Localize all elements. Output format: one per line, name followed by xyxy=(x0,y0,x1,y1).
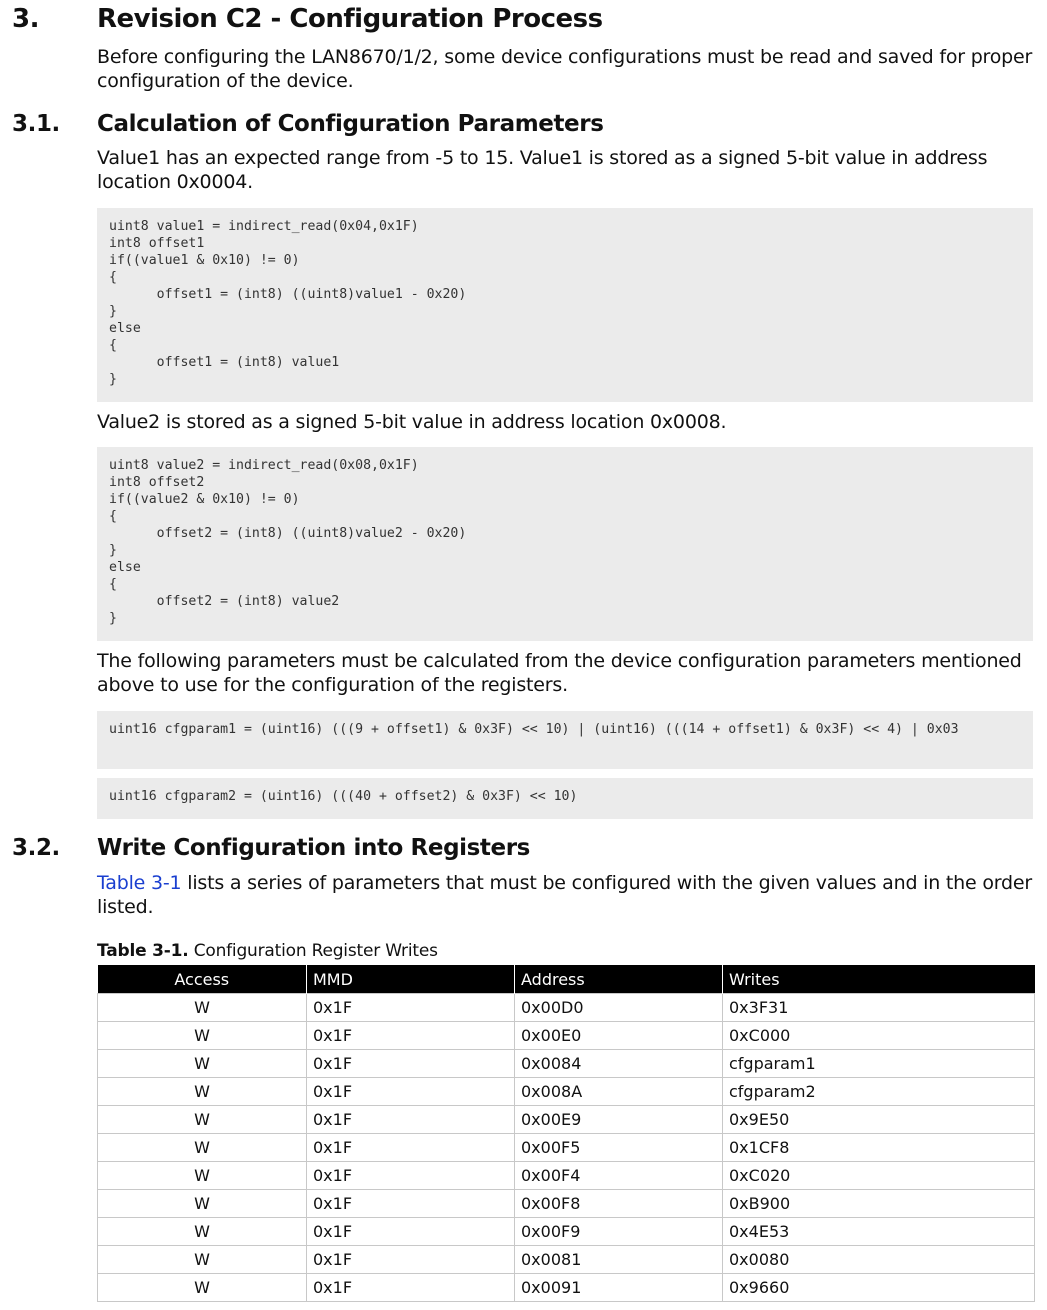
cell-address: 0x00F8 xyxy=(515,1190,723,1218)
cell-mmd: 0x1F xyxy=(307,1134,515,1162)
cell-mmd: 0x1F xyxy=(307,994,515,1022)
cell-address: 0x00E9 xyxy=(515,1106,723,1134)
table-row xyxy=(98,1106,1035,1134)
cell-mmd: 0x1F xyxy=(307,1246,515,1274)
cell-address: 0x0081 xyxy=(515,1246,723,1274)
cell-access: W xyxy=(98,1050,307,1078)
cell-mmd: 0x1F xyxy=(307,1078,515,1106)
table-row xyxy=(98,994,1035,1022)
table-3-1-link[interactable]: Table 3-1 xyxy=(97,872,182,894)
section-title: Revision C2 - Configuration Process xyxy=(97,4,603,34)
table-row xyxy=(98,1218,1035,1246)
cell-writes: 0x3F31 xyxy=(723,994,1035,1022)
cell-mmd: 0x1F xyxy=(307,1190,515,1218)
cell-writes: 0xC000 xyxy=(723,1022,1035,1050)
header-writes: Writes xyxy=(723,965,1035,994)
header-address: Address xyxy=(515,965,723,994)
cell-access: W xyxy=(98,1106,307,1134)
table-row xyxy=(98,1162,1035,1190)
code-block-cfgparam1: uint16 cfgparam1 = (uint16) (((9 + offset1) & 0x3F) << 10) | (uint16) (((14 + offset1) & 0x3F) << 4) | 0x03 xyxy=(97,711,1033,769)
cell-address: 0x00F5 xyxy=(515,1134,723,1162)
table-row xyxy=(98,1246,1035,1274)
cell-address: 0x0091 xyxy=(515,1274,723,1302)
table-header-row xyxy=(98,965,1035,994)
cell-writes: 0x9E50 xyxy=(723,1106,1035,1134)
cell-access: W xyxy=(98,994,307,1022)
header-mmd: MMD xyxy=(307,965,515,994)
header-access: Access xyxy=(98,965,307,994)
table-reference-text: lists a series of parameters that must be configured with the given values and in the order listed. xyxy=(97,872,1032,918)
table-row xyxy=(98,1190,1035,1218)
cell-access: W xyxy=(98,1134,307,1162)
cell-mmd: 0x1F xyxy=(307,1274,515,1302)
subsection-number: 3.2. xyxy=(12,835,60,861)
cell-writes: 0xC020 xyxy=(723,1162,1035,1190)
cell-access: W xyxy=(98,1274,307,1302)
code-block-cfgparam2: uint16 cfgparam2 = (uint16) (((40 + offset2) & 0x3F) << 10) xyxy=(97,778,1033,819)
cell-address: 0x008A xyxy=(515,1078,723,1106)
cell-access: W xyxy=(98,1022,307,1050)
cell-mmd: 0x1F xyxy=(307,1106,515,1134)
cell-writes: 0x9660 xyxy=(723,1274,1035,1302)
table-row xyxy=(98,1274,1035,1302)
subsection-title: Write Configuration into Registers xyxy=(97,835,530,861)
code-block-value2: uint8 value2 = indirect_read(0x08,0x1F) int8 offset2 if((value2 & 0x10) != 0) { offset2 = (int8) ((uint8)value2 - 0x20) } else { offset2 = (int8) value2 } xyxy=(97,447,1033,641)
subsection-title: Calculation of Configuration Parameters xyxy=(97,111,604,137)
cell-address: 0x00F4 xyxy=(515,1162,723,1190)
table-row xyxy=(98,1050,1035,1078)
cell-access: W xyxy=(98,1246,307,1274)
table-row xyxy=(98,1022,1035,1050)
table-row xyxy=(98,1078,1035,1106)
cell-mmd: 0x1F xyxy=(307,1050,515,1078)
params-paragraph: The following parameters must be calculated from the device configuration parameters mentioned above to use for the configuration of the registers. xyxy=(97,650,1022,696)
table-row xyxy=(98,1134,1035,1162)
subsection-number: 3.1. xyxy=(12,111,60,137)
cell-mmd: 0x1F xyxy=(307,1218,515,1246)
cell-writes: cfgparam1 xyxy=(723,1050,1035,1078)
cell-access: W xyxy=(98,1078,307,1106)
cell-writes: 0xB900 xyxy=(723,1190,1035,1218)
intro-paragraph: Before configuring the LAN8670/1/2, some device configurations must be read and saved for proper configuration of the device. xyxy=(97,46,1033,92)
cell-access: W xyxy=(98,1218,307,1246)
cell-access: W xyxy=(98,1162,307,1190)
cell-address: 0x00D0 xyxy=(515,994,723,1022)
section-number: 3. xyxy=(12,4,39,34)
code-block-value1: uint8 value1 = indirect_read(0x04,0x1F) int8 offset1 if((value1 & 0x10) != 0) { offset1 = (int8) ((uint8)value1 - 0x20) } else { offset1 = (int8) value1 } xyxy=(97,208,1033,402)
cell-address: 0x00F9 xyxy=(515,1218,723,1246)
cell-address: 0x0084 xyxy=(515,1050,723,1078)
cell-address: 0x00E0 xyxy=(515,1022,723,1050)
cell-writes: 0x1CF8 xyxy=(723,1134,1035,1162)
value1-paragraph: Value1 has an expected range from -5 to 15. Value1 is stored as a signed 5-bit value in address location 0x0004. xyxy=(97,147,988,193)
table-caption xyxy=(97,940,438,962)
cell-mmd: 0x1F xyxy=(307,1162,515,1190)
table-caption-text: Configuration Register Writes xyxy=(188,941,438,961)
cell-access: W xyxy=(98,1190,307,1218)
cell-writes: 0x0080 xyxy=(723,1246,1035,1274)
value2-paragraph: Value2 is stored as a signed 5-bit value in address location 0x0008. xyxy=(97,411,727,433)
configuration-register-table xyxy=(97,965,1035,1302)
table-reference-paragraph xyxy=(97,871,1037,919)
cell-writes: cfgparam2 xyxy=(723,1078,1035,1106)
table-caption-label: Table 3-1. xyxy=(97,941,189,961)
cell-writes: 0x4E53 xyxy=(723,1218,1035,1246)
cell-mmd: 0x1F xyxy=(307,1022,515,1050)
